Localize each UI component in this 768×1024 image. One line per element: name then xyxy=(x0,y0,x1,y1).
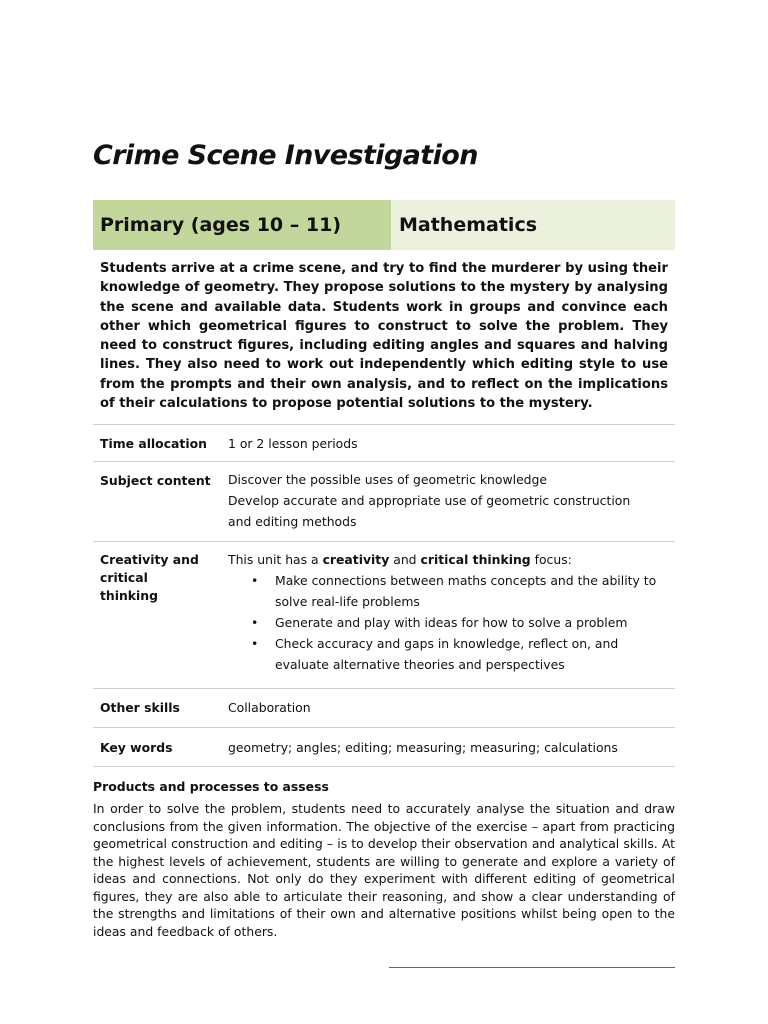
subject-content-line-1: Discover the possible uses of geometric knowledge xyxy=(228,472,548,487)
intro-prefix: This unit has a xyxy=(228,552,323,567)
subject-content-line-2: Develop accurate and appropriate use of geometric construction and editing methods xyxy=(228,493,631,529)
table-row-creativity xyxy=(93,541,675,688)
creativity-intro xyxy=(228,549,675,570)
assess-paragraph: In order to solve the problem, students need to accurately analyse the situation and draw conclusions from the given information. The objective of the exercise – apart from practicing geometrical construction and editing – is to develop their observation and analytical skills. At the highest levels of achievement, students are willing to generate and explore a variety of ideas and connections. Not only do they experiment with different editing of geometrical figures, they are also able to articulate their reasoning, and show a clear understanding of the strengths and limitations of their own and alternative positions whilst being open to the ideas and feedback of others. xyxy=(93,801,675,939)
intro-paragraph: Students arrive at a crime scene, and try to find the murderer by using their knowledge of geometry. They propose solutions to the mystery by analysing the scene and available data. Students work in groups and convince each other which geometrical figures to construct to solve the problem. They need to construct figures, including editing angles and squares and halving lines. They also need to work out independently which editing style to use from the prompts and their own analysis, and to reflect on the implications of their calculations to propose potential solutions to the mystery. xyxy=(100,261,668,412)
header-band xyxy=(93,200,675,250)
footer-divider xyxy=(389,967,675,968)
bullet-item: • Check accuracy and gaps in knowledge, reflect on, and evaluate alternative theories and perspectives xyxy=(228,633,665,675)
row-label: Time allocation xyxy=(100,436,207,451)
subject-cell: Mathematics xyxy=(391,200,675,250)
intro-suffix: focus: xyxy=(530,552,572,567)
row-value xyxy=(228,469,675,541)
creativity-bullet-list xyxy=(228,570,675,675)
row-label: Other skills xyxy=(100,700,180,715)
row-value: geometry; angles; editing; measuring; measuring; calculations xyxy=(228,740,618,755)
table-row-other-skills xyxy=(93,688,675,727)
row-value: Collaboration xyxy=(228,700,311,715)
intro-mid: and xyxy=(389,552,421,567)
bullet-item: • Make connections between maths concepts and the ability to solve real-life problems xyxy=(228,570,675,612)
page-title: Crime Scene Investigation xyxy=(93,140,478,171)
table-row-key-words xyxy=(93,727,675,767)
row-label: Subject content xyxy=(100,473,211,488)
assess-heading: Products and processes to assess xyxy=(93,779,329,794)
row-value xyxy=(228,549,675,688)
unit-info-table xyxy=(93,424,675,767)
row-label: Creativity and critical thinking xyxy=(100,552,199,603)
intro-bold-creativity: creativity xyxy=(322,552,390,567)
age-level-cell: Primary (ages 10 – 11) xyxy=(93,200,391,250)
bullet-item: • Generate and play with ideas for how to solve a problem xyxy=(228,612,675,633)
row-label: Key words xyxy=(100,740,173,755)
table-row-time-allocation xyxy=(93,424,675,461)
intro-bold-critical-thinking: critical thinking xyxy=(420,552,531,567)
row-value: 1 or 2 lesson periods xyxy=(228,436,358,451)
table-row-subject-content xyxy=(93,461,675,541)
